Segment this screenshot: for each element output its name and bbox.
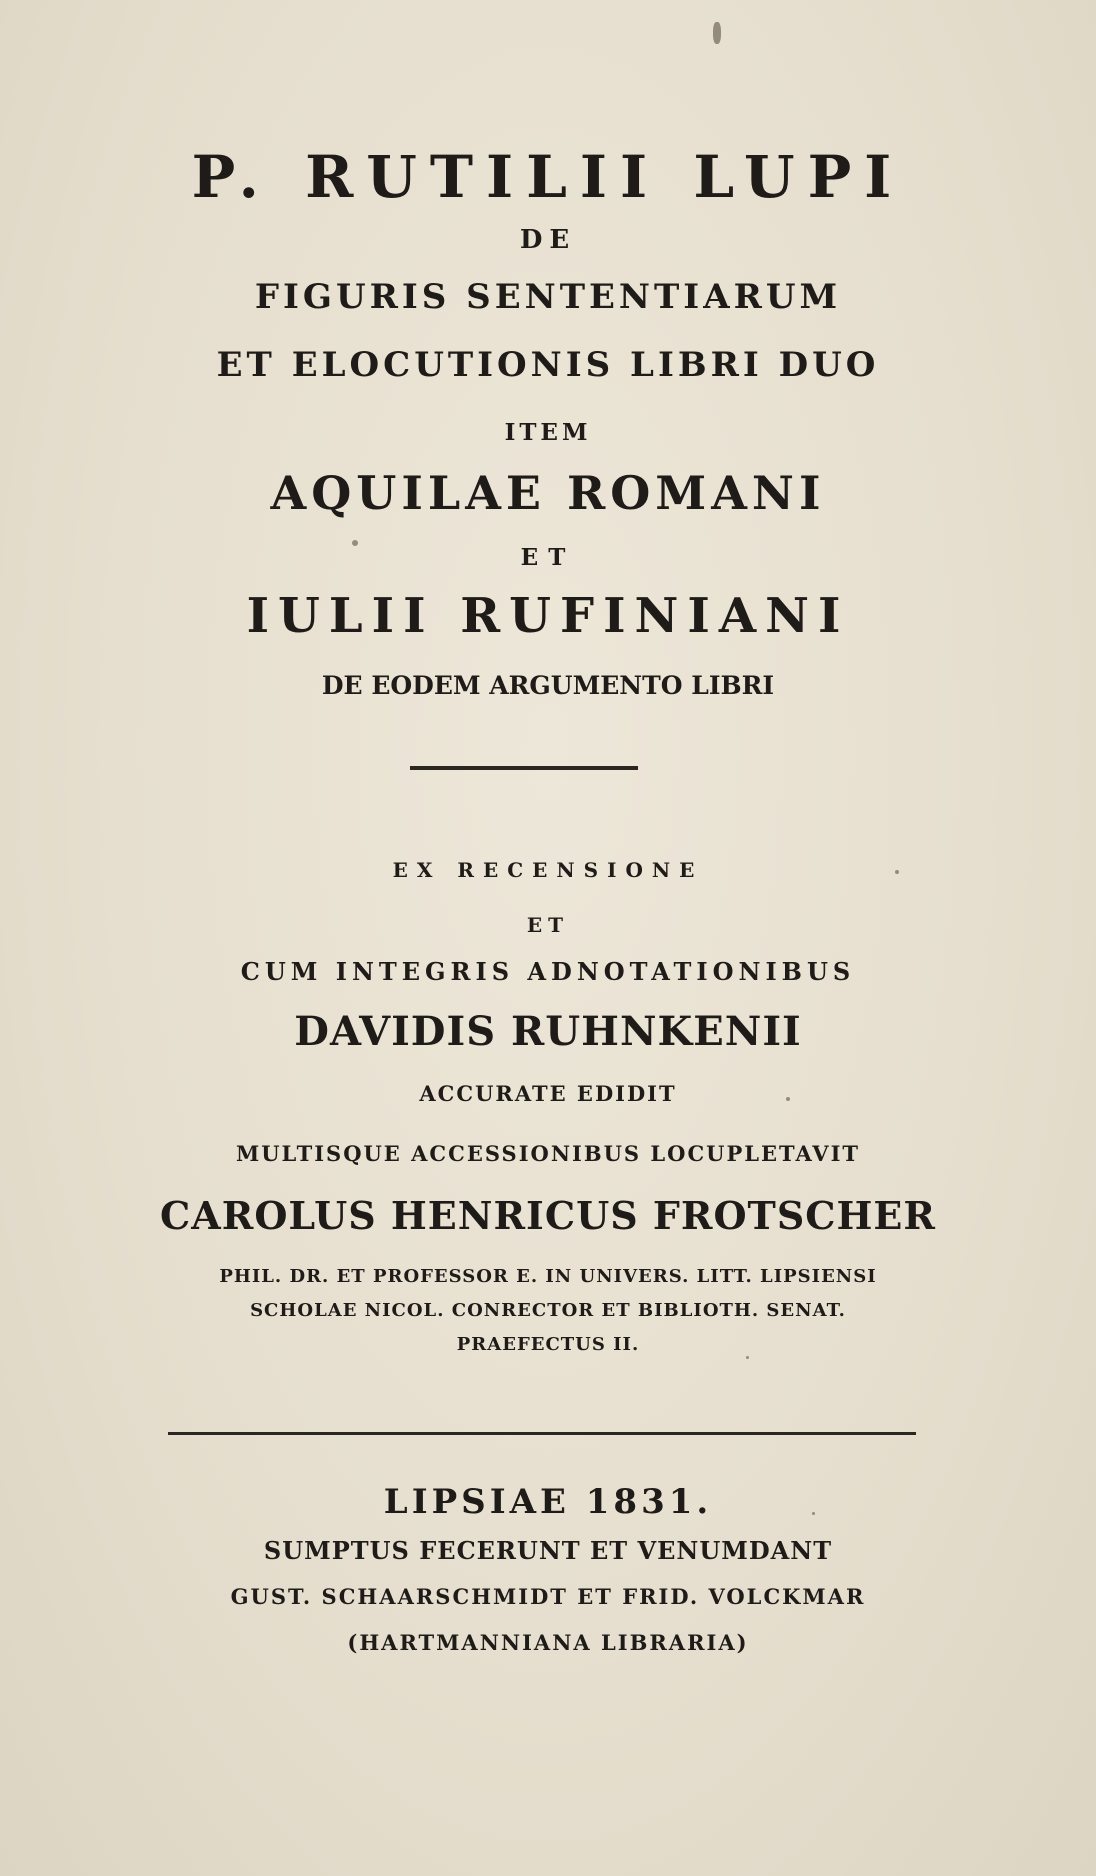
second-editor-name: CAROLUS HENRICUS FROTSCHER: [160, 1193, 936, 1238]
de-line: DE: [519, 225, 577, 255]
ornamental-rule-top: [410, 766, 638, 770]
et-line-2: ET: [526, 913, 570, 937]
editor-credentials-line1: PHIL. DR. ET PROFESSOR E. IN UNIVERS. LITT. LIPSIENSI: [219, 1266, 877, 1287]
cum-integris-line: CUM INTEGRIS ADNOTATIONIBUS: [240, 957, 856, 986]
place-and-year: LIPSIAE 1831.: [383, 1482, 713, 1522]
horizontal-rule-bottom: [168, 1432, 916, 1435]
foxing-speck: [786, 1097, 790, 1101]
accurate-edidit-line: ACCURATE EDIDIT: [419, 1081, 677, 1106]
second-author: AQUILAE ROMANI: [270, 466, 826, 520]
author-title: P. RUTILII LUPI: [191, 143, 905, 211]
work-title-line2: ET ELOCUTIONIS LIBRI DUO: [216, 345, 880, 385]
multisque-line: MULTISQUE ACCESSIONIBUS LOCUPLETAVIT: [235, 1141, 861, 1166]
foxing-speck: [746, 1356, 749, 1359]
ex-recensione-line: EX RECENSIONE: [392, 858, 704, 882]
et-line-1: ET: [520, 544, 576, 571]
foxing-speck: [895, 870, 899, 874]
foxing-speck: [812, 1512, 815, 1515]
first-editor-name: DAVIDIS RUHNKENII: [294, 1008, 802, 1055]
foxing-speck: [352, 540, 358, 546]
foxing-speck: [713, 22, 721, 44]
work-title-line1: FIGURIS SENTENTIARUM: [254, 277, 842, 317]
third-author: IULII RUFINIANI: [246, 588, 850, 644]
second-work-title: DE EODEM ARGUMENTO LIBRI: [321, 671, 775, 700]
item-line: ITEM: [504, 419, 592, 446]
editor-credentials-line2: SCHOLAE NICOL. CONRECTOR ET BIBLIOTH. SENAT.: [250, 1300, 846, 1321]
sumptus-line: SUMPTUS FECERUNT ET VENUMDANT: [263, 1536, 833, 1565]
editor-credentials-line3: PRAEFECTUS II.: [456, 1334, 640, 1355]
imprint-line: (HARTMANNIANA LIBRARIA): [347, 1630, 749, 1655]
publishers-line: GUST. SCHAARSCHMIDT ET FRID. VOLCKMAR: [230, 1584, 866, 1609]
